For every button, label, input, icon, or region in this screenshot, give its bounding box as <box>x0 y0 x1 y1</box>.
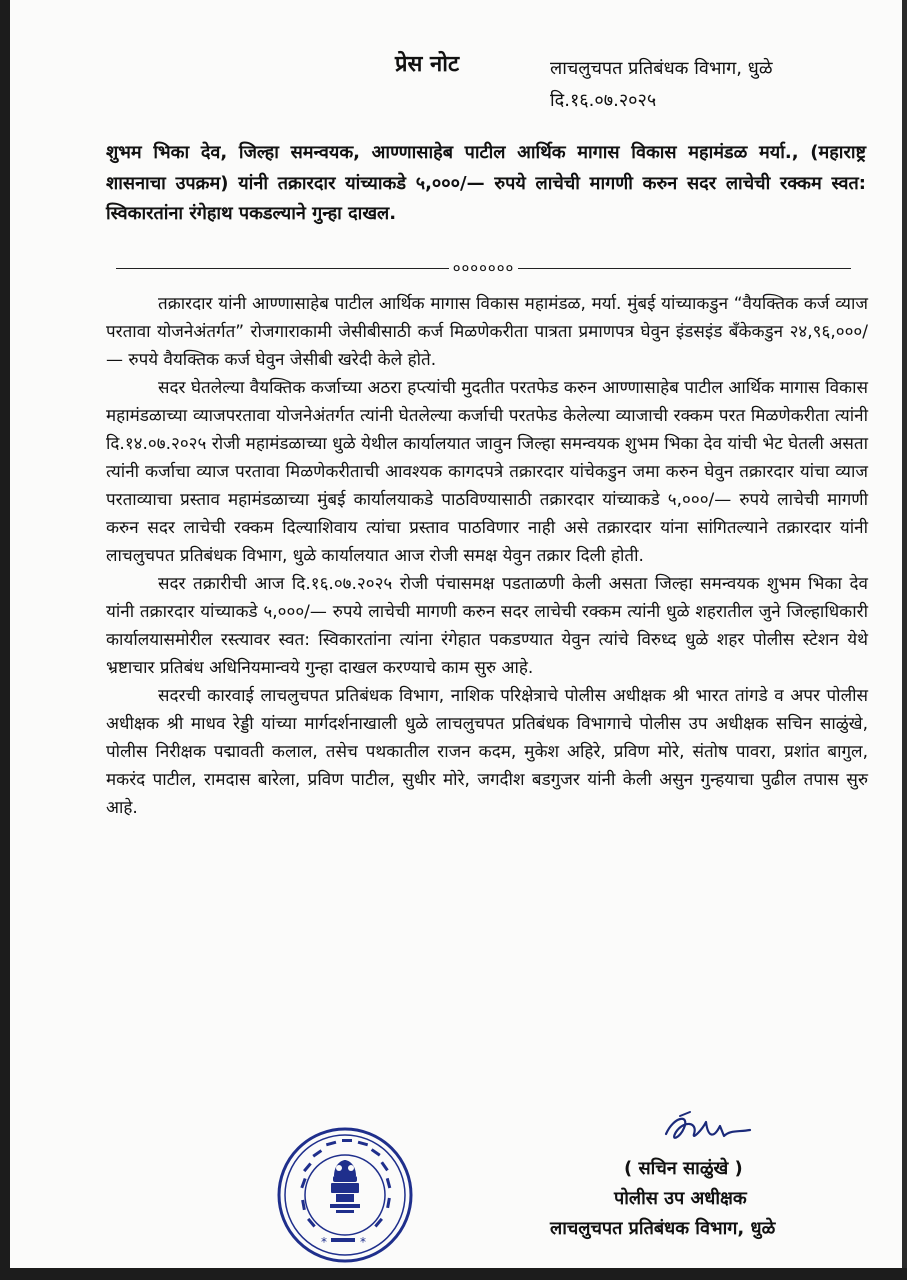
photo-border-bottom <box>0 1268 907 1280</box>
paragraph-3: सदर तक्रारीची आज दि.१६.०७.२०२५ रोजी पंचासमक्ष पडताळणी केली असता जिल्हा समन्वयक शुभम भिका देव यांनी तक्रारदार यांच्याकडे ५,०००/— रुपये लाचेची मागणी करुन सदर लाचेची रक्कम त्यांनी धुळे शहरातील जुने जिल्हाधिकारी कार्यालयासमोरील रस्त्यावर स्वत: स्विकारतांना त्यांना रंगेहात पकडण्यात येवुन त्यांचे विरुध्द धुळे शहर पोलीस स्टेशन येथे भ्रष्टाचार प्रतिबंध अधिनियमान्वये गुन्हा दाखल करण्याचे काम सुरु आहे. <box>106 574 868 678</box>
separator-line-left <box>116 268 449 269</box>
issue-date: दि.१६.०७.२०२५ <box>550 90 657 111</box>
official-seal-stamp <box>276 1126 414 1264</box>
signatory-name: ( सचिन साळुंखे ) <box>624 1158 743 1179</box>
separator-dots: ००००००० <box>452 259 515 277</box>
photo-border-right <box>902 0 907 1280</box>
document-title: प्रेस नोट <box>395 52 460 77</box>
paragraph-4: सदरची कारवाई लाचलुचपत प्रतिबंधक विभाग, नाशिक परिक्षेत्राचे पोलीस अधीक्षक श्री भारत तांगडे व अपर पोलीस अधीक्षक श्री माधव रेड्डी यांच्या मार्गदर्शनाखाली धुळे लाचलुचपत प्रतिबंधक विभागाचे पोलीस उप अधीक्षक सचिन साळुंखे, पोलीस निरीक्षक पद्मावती कलाल, तसेच पथकातील राजन कदम, मुकेश अहिरे, प्रविण मोरे, संतोष पावरा, प्रशांत बागुल, मकरंद पाटील, रामदास बारेला, प्रविण पाटील, सुधीर मोरे, जगदीश बडगुजर यांनी केली असुन गुन्हयाचा पुढील तपास सुरु आहे. <box>106 686 868 818</box>
separator-line-right <box>518 268 851 269</box>
signatory-department: लाचलुचपत प्रतिबंधक विभाग, धुळे <box>550 1218 776 1239</box>
svg-text:*: * <box>360 1235 366 1249</box>
press-note-page <box>10 0 902 1268</box>
photo-border-left <box>0 0 10 1280</box>
body-text <box>106 290 868 822</box>
signatory-designation: पोलीस उप अधीक्षक <box>614 1188 747 1209</box>
headline: शुभम भिका देव, जिल्हा समन्वयक, आण्णासाहेब पाटील आर्थिक मागास विकास महामंडळ मर्या., (महाराष्ट्र शासनाचा उपक्रम) यांनी तक्रारदार यांच्याकडे ५,०००/— रुपये लाचेची मागणी करुन सदर लाचेची रक्कम स्वत: स्विकारतांना रंगेहाथ पकडल्याने गुन्हा दाखल. <box>106 142 866 224</box>
separator <box>116 256 851 280</box>
paragraph-2: सदर घेतलेल्या वैयक्तिक कर्जाच्या अठरा हप्त्यांची मुदतीत परतफेड करुन आण्णासाहेब पाटील आर्थिक मागास विकास महामंडळाच्या व्याजपरतावा योजनेअंतर्गत त्यांनी घेतलेल्या कर्जाची परतफेड केलेल्या व्याजाची रक्कम परत मिळणेकरीता त्यांनी दि.१४.०७.२०२५ रोजी महामंडळाच्या धुळे येथील कार्यालयात जावुन जिल्हा समन्वयक शुभम भिका देव यांची भेट घेतली असता त्यांनी कर्जाचा व्याज परतावा मिळणेकरीताची आवश्यक कागदपत्रे तक्रारदार यांचेकडुन जमा करुन घेवुन तक्रारदार यांचा व्याज परताव्याचा प्रस्ताव महामंडळाच्या मुंबई कार्यालयाकडे पाठविण्यासाठी तक्रारदार यांच्याकडे ५,०००/— रुपये लाचेची मागणी करुन सदर लाचेची रक्कम दिल्याशिवाय त्यांचा प्रस्ताव पाठविणार नाही असे तक्रारदार यांना सांगितल्याने तक्रारदार यांनी लाचलुचपत प्रतिबंधक विभाग, धुळे कार्यालयात आज रोजी समक्ष येवुन तक्रार दिली होती. <box>106 378 868 566</box>
paragraph-1: तक्रारदार यांनी आण्णासाहेब पाटील आर्थिक मागास विकास महामंडळ, मर्या. मुंबई यांच्याकडुन “वैयक्तिक कर्ज व्याज परतावा योजनेअंतर्गत” रोजगाराकामी जेसीबीसाठी कर्ज मिळणेकरीता पात्रता प्रमाणपत्र घेवुन इंडसइंड बॅंकेकडुन २४,९६,०००/— रुपये वैयक्तिक कर्ज घेवुन जेसीबी खरेदी केले होते. <box>106 294 868 370</box>
emblem-icon <box>330 1160 360 1213</box>
issuing-department: लाचलुचपत प्रतिबंधक विभाग, धुळे <box>550 58 773 79</box>
handwritten-signature <box>660 1108 755 1148</box>
svg-text:*: * <box>321 1235 327 1249</box>
